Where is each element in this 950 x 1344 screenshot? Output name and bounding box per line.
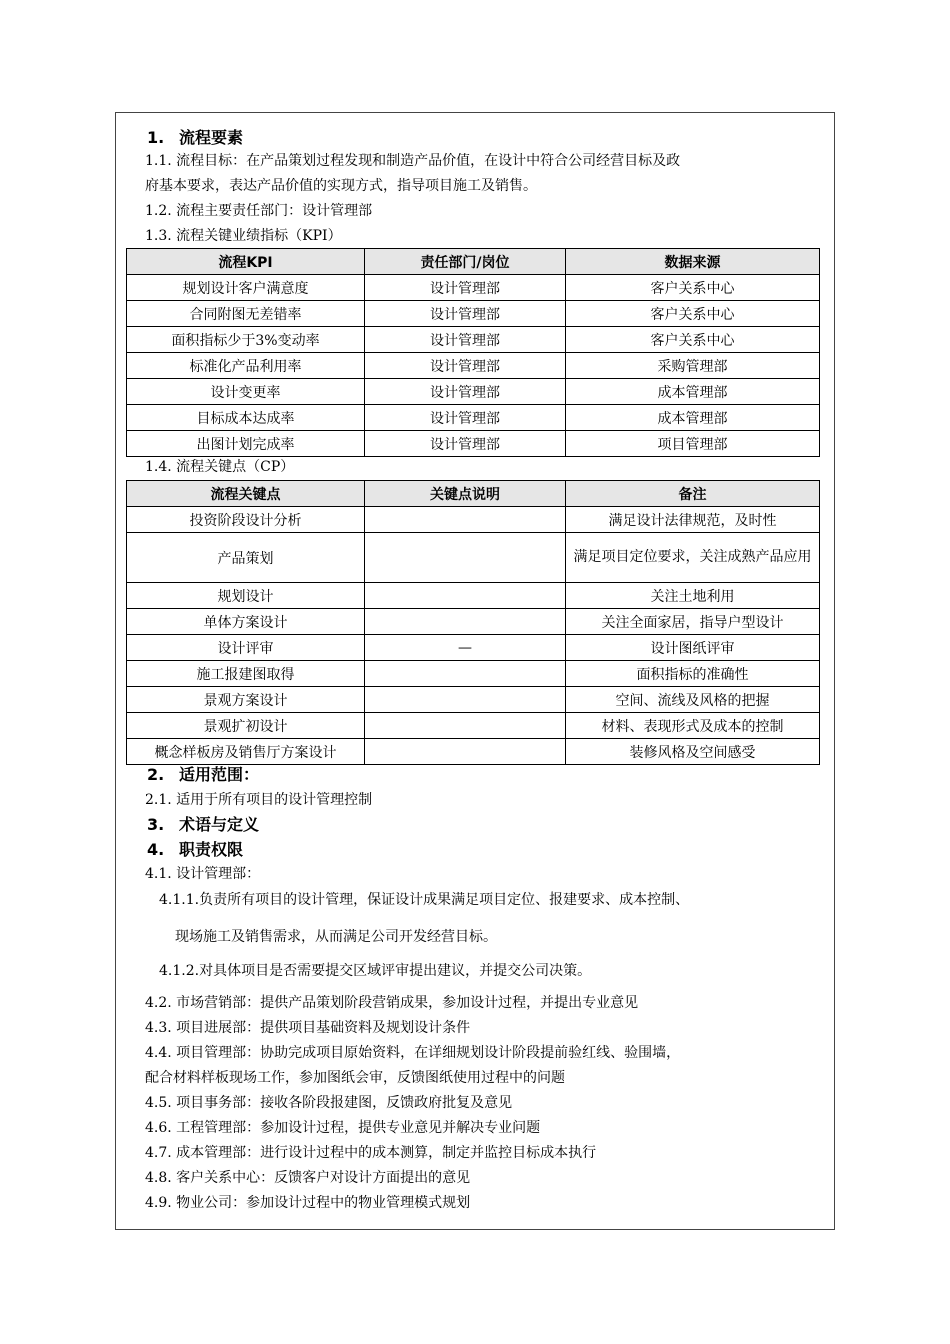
table-cell: 设计管理部 [365,301,566,327]
para-4-6: 4.6. 工程管理部：参加设计过程，提供专业意见并解决专业问题 [145,1120,541,1136]
table-cell: 成本管理部 [566,405,820,431]
table-cell: 设计管理部 [365,275,566,301]
kpi-header-cell: 数据来源 [566,249,820,275]
table-cell: 景观方案设计 [127,687,365,713]
table-row [127,583,820,609]
para-4-2: 4.2. 市场营销部：提供产品策划阶段营销成果，参加设计过程，并提出专业意见 [145,995,639,1011]
table-cell: 客户关系中心 [566,327,820,353]
table-row [127,301,820,327]
table-cell [365,739,566,765]
para-4-4-line1: 4.4. 项目管理部：协助完成项目原始资料，在详细规划设计阶段提前验红线、验围墙， [145,1045,681,1061]
table-row [127,609,820,635]
table-cell: — [365,635,566,661]
para-1-1-line1: 1.1. 流程目标：在产品策划过程发现和制造产品价值，在设计中符合公司经营目标及政 [145,153,681,169]
table-cell [365,713,566,739]
cp-table-header [127,481,820,507]
table-row [127,635,820,661]
table-cell: 合同附图无差错率 [127,301,365,327]
para-4-5: 4.5. 项目事务部：接收各阶段报建图，反馈政府批复及意见 [145,1095,513,1111]
table-row [127,405,820,431]
cp-header-cell: 关键点说明 [365,481,566,507]
table-cell: 面积指标少于3%变动率 [127,327,365,353]
table-row [127,275,820,301]
para-4-4-line2: 配合材料样板现场工作，参加图纸会审，反馈图纸使用过程中的问题 [145,1070,565,1086]
table-cell: 关注土地利用 [566,583,820,609]
para-4-3: 4.3. 项目进展部：提供项目基础资料及规划设计条件 [145,1020,471,1036]
para-1-1-line2: 府基本要求，表达产品价值的实现方式，指导项目施工及销售。 [145,178,537,194]
table-cell: 项目管理部 [566,431,820,457]
table-row [127,327,820,353]
table-cell: 空间、流线及风格的把握 [566,687,820,713]
table-cell: 单体方案设计 [127,609,365,635]
para-4-7: 4.7. 成本管理部：进行设计过程中的成本测算，制定并监控目标成本执行 [145,1145,597,1161]
table-cell: 景观扩初设计 [127,713,365,739]
section-3-heading: 3. 术语与定义 [147,815,260,834]
table-row [127,661,820,687]
table-cell: 装修风格及空间感受 [566,739,820,765]
para-4-1-2: 4.1.2.对具体项目是否需要提交区域评审提出建议，并提交公司决策。 [159,963,592,979]
table-row [127,353,820,379]
table-cell [365,661,566,687]
table-cell: 目标成本达成率 [127,405,365,431]
para-1-2: 1.2. 流程主要责任部门：设计管理部 [145,203,373,219]
table-row [127,379,820,405]
section-2-heading: 2. 适用范围： [147,765,260,784]
table-row [127,533,820,583]
section-1-heading: 1. 流程要素 [147,128,244,147]
table-cell: 设计评审 [127,635,365,661]
table-row [127,431,820,457]
para-4-1-1-line1: 4.1.1.负责所有项目的设计管理，保证设计成果满足项目定位、报建要求、成本控制、 [159,892,690,908]
table-cell: 产品策划 [127,533,365,583]
table-cell: 标准化产品利用率 [127,353,365,379]
table-cell: 成本管理部 [566,379,820,405]
table-cell: 设计管理部 [365,431,566,457]
para-4-8: 4.8. 客户关系中心：反馈客户对设计方面提出的意见 [145,1170,471,1186]
para-4-1: 4.1. 设计管理部： [145,866,261,882]
table-row [127,739,820,765]
table-cell [365,507,566,533]
table-cell: 概念样板房及销售厅方案设计 [127,739,365,765]
table-cell: 设计管理部 [365,405,566,431]
kpi-header-cell: 流程KPI [127,249,365,275]
table-cell: 客户关系中心 [566,275,820,301]
table-cell: 材料、表现形式及成本的控制 [566,713,820,739]
kpi-header-cell: 责任部门/岗位 [365,249,566,275]
table-cell: 面积指标的准确性 [566,661,820,687]
table-cell: 设计管理部 [365,353,566,379]
kpi-table [126,248,820,457]
table-row [127,687,820,713]
table-row [127,507,820,533]
para-2-1: 2.1. 适用于所有项目的设计管理控制 [145,792,373,808]
para-4-9: 4.9. 物业公司：参加设计过程中的物业管理模式规划 [145,1195,471,1211]
table-cell: 客户关系中心 [566,301,820,327]
table-cell: 设计管理部 [365,327,566,353]
table-cell: 满足项目定位要求，关注成熟产品应用 [566,533,820,583]
table-cell: 规划设计 [127,583,365,609]
table-cell: 关注全面家居，指导户型设计 [566,609,820,635]
table-cell: 投资阶段设计分析 [127,507,365,533]
para-1-3: 1.3. 流程关键业绩指标（KPI） [145,228,342,244]
section-4-heading: 4. 职责权限 [147,840,244,859]
table-cell [365,687,566,713]
cp-header-cell: 流程关键点 [127,481,365,507]
table-cell: 出图计划完成率 [127,431,365,457]
table-cell [365,583,566,609]
para-1-4: 1.4. 流程关键点（CP） [145,459,295,475]
para-4-1-1-line2: 现场施工及销售需求，从而满足公司开发经营目标。 [175,929,497,945]
table-cell: 设计管理部 [365,379,566,405]
cp-header-cell: 备注 [566,481,820,507]
table-cell: 采购管理部 [566,353,820,379]
table-row [127,713,820,739]
cp-table [126,480,820,765]
table-cell: 施工报建图取得 [127,661,365,687]
table-cell: 规划设计客户满意度 [127,275,365,301]
table-cell: 满足设计法律规范，及时性 [566,507,820,533]
table-cell: 设计变更率 [127,379,365,405]
table-cell: 设计图纸评审 [566,635,820,661]
table-cell [365,609,566,635]
table-cell [365,533,566,583]
kpi-table-header [127,249,820,275]
